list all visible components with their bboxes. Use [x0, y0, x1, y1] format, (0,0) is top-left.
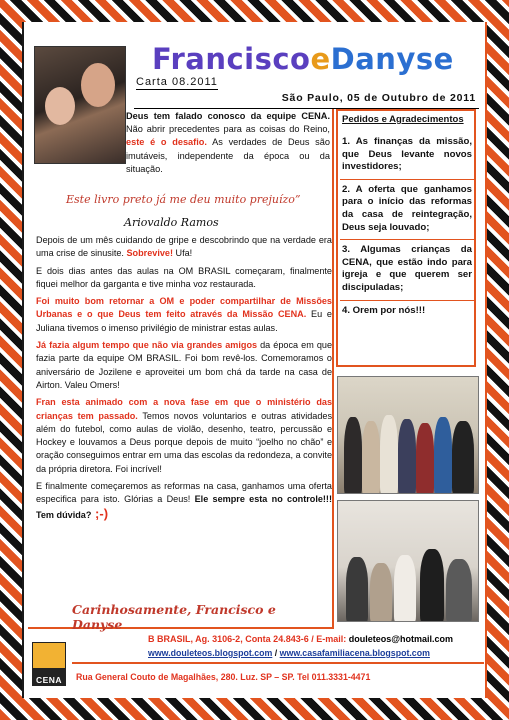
bank-info [148, 634, 453, 644]
email-address[interactable]: douleteos@hotmail.com [348, 634, 454, 644]
bank-details: B BRASIL, Ag. 3106-2, Conta 24.843-6 / E-mail: [148, 634, 349, 644]
intro-lead: Deus tem falado conosco da equipe CENA. [126, 111, 330, 121]
photo-person [420, 549, 444, 622]
page-title [152, 42, 482, 78]
photo-person [446, 559, 472, 622]
photo-person [452, 421, 474, 494]
footer [28, 632, 480, 690]
paragraph-1-text: Depois de um mês cuidando de gripe e descobrindo que na verdade era uma crise de sinusite. [36, 235, 332, 259]
cena-logo [32, 642, 66, 686]
paragraph-4 [36, 339, 332, 392]
paragraph-4-emphasis: Já fazia algum tempo que não via grandes amigos [36, 340, 258, 351]
group-photo-ministry [337, 500, 479, 622]
group-photo-om [337, 376, 479, 494]
letter-date: São Paulo, 05 de Outubro de 2011 [281, 92, 476, 104]
smiley: ;-) [91, 505, 109, 521]
photo-person-right [81, 63, 115, 107]
quote-text: Este livro preto já me deu muito prejuízo” [66, 193, 301, 206]
newsletter-page [24, 22, 485, 698]
photo-person [370, 563, 392, 622]
blog-link-douleteos[interactable]: www.douleteos.blogspot.com [148, 648, 273, 658]
paragraph-5-text: Temos novos voluntarios e outras atividades além do futebol, como aulas de violão, desenho, teatro, percussão e Hockey e louvamos a Deus porque depois de muito “joelho no chão” e oração conseguimos entrar em uma das escolas da redondeza, a convite da própria diretora. Foi incrível! [36, 410, 332, 474]
paragraph-1 [36, 234, 332, 261]
prayer-item: 3. Algumas crianças da CENA, que estão indo para igreja e que querem ser discipuladas; [340, 240, 474, 300]
paragraph-3 [36, 295, 332, 335]
paragraph-6-text: E finalmente começaremos as reformas na casa, ganhamos uma oferta especifica para isto. Glórias a Deus! [36, 481, 332, 505]
blog-link-casafamilia[interactable]: www.casafamiliacena.blogspot.com [279, 648, 430, 658]
prayer-list [340, 132, 474, 322]
photo-person [434, 417, 452, 494]
letter-number: Carta 08.2011 [136, 76, 218, 88]
paragraph-3-emphasis: Foi muito bom retornar a OM e poder compartilhar de Missões Urbanas e o que Deus tem feito através da Missão CENA. [36, 296, 332, 320]
paragraph-5-emphasis: Fran esta animado com a nova fase em que o ministério das crianças tem passado. [36, 397, 332, 421]
prayer-item: 1. As finanças da missão, que Deus levante novos investidores; [340, 132, 474, 180]
paragraph-4-text: da época em que fazia parte da equipe OM BRASIL. Foi bom revê-los. Comemoramos o aniversário de Jozilene e aproveitei um bom chá da tarde na casa de Airton. Valeu Omers! [36, 340, 332, 390]
intro-text-2: As verdades de Deus são imutáveis, independente da época ou da situação. [126, 137, 330, 174]
signature: Carinhosamente, Francisco e Danyse [72, 602, 276, 632]
letter-body [36, 234, 332, 526]
intro-text-1: Não abrir precedentes para as coisas do Reino, [126, 124, 330, 135]
prayer-item: 2. A oferta que ganhamos para o início das reformas da casa de reintegração, Deus seja louvado; [340, 180, 474, 240]
intro-emphasis: este é o desafio. [126, 137, 207, 148]
quote-author: Ariovaldo Ramos [124, 216, 219, 229]
paragraph-5 [36, 396, 332, 476]
paragraph-2: E dois dias antes das aulas na OM BRASIL começaram, finalmente fiquei melhor da garganta e tive minha voz restaurada. [36, 265, 332, 289]
footer-divider [72, 662, 484, 664]
paragraph-6 [36, 480, 332, 522]
photo-person [380, 415, 398, 494]
photo-person [362, 421, 380, 494]
link-separator: / [272, 648, 280, 658]
photo-person [346, 557, 368, 622]
title-part-3: Danyse [330, 42, 454, 76]
paragraph-6-emphasis: Ele sempre esta no controle!!! Tem dúvida? [36, 494, 332, 520]
title-part-1: Francisco [152, 42, 311, 76]
photo-person [416, 423, 434, 494]
intro-paragraph [126, 110, 330, 176]
paragraph-1-end: Ufa! [172, 248, 193, 259]
prayer-item: 4. Orem por nós!!! [342, 304, 426, 316]
footer-address: Rua General Couto de Magalhães, 280. Luz. SP – SP. Tel 011.3331-4471 [76, 672, 371, 682]
footer-links [148, 648, 430, 658]
photo-person [398, 419, 416, 494]
paragraph-3-text: Eu e Juliana tivemos o imenso privilégio de ministrar estas aulas. [36, 309, 332, 333]
photo-person [344, 417, 362, 494]
photo-person [394, 555, 416, 622]
title-part-2: e [310, 42, 331, 76]
sidebar-title: Pedidos e Agradecimentos [342, 114, 464, 125]
logo-text: CENA [35, 675, 63, 685]
paragraph-1-emphasis: Sobrevive! [126, 248, 173, 259]
